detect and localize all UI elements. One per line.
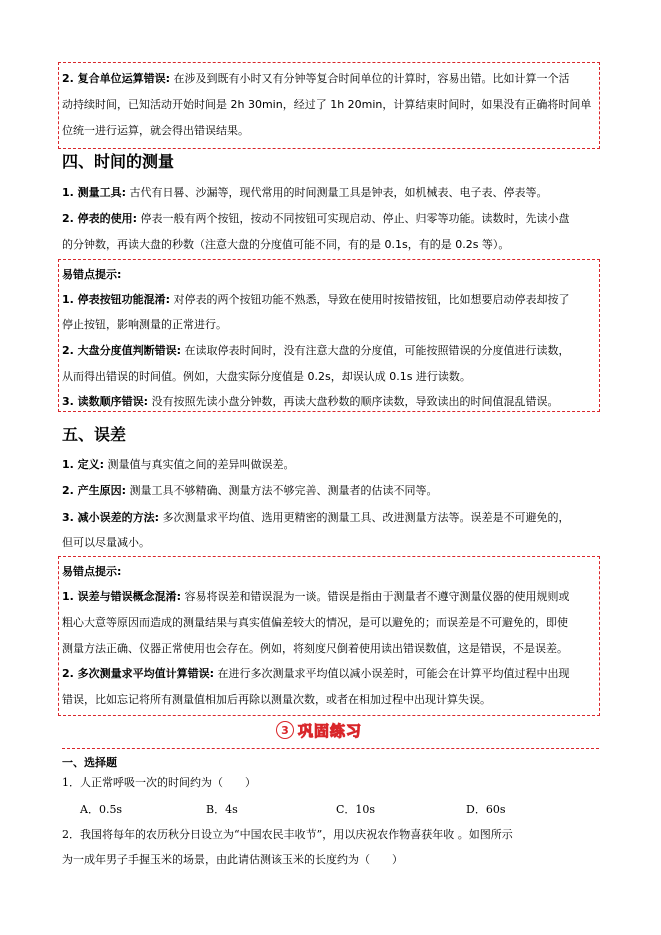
- box2-i3: 3. 读数顺序错误: 没有按照先读小盘分钟数，再读大盘秒数的顺序读数，导致读出的时间值混乱错误。: [62, 395, 559, 408]
- box1-line1: 2. 复合单位运算错误: 在涉及到既有小时又有分钟等复合时间单位的计算时，容易出错。比如计算一个活: [62, 72, 570, 85]
- s5-p3a: 3. 减小误差的方法: 多次测量求平均值、选用更精密的测量工具、改进测量方法等。误差是不可避免的，: [62, 511, 570, 524]
- exercise-section-title: 一、选择题: [62, 756, 117, 769]
- section-title-time-measurement: 四、时间的测量: [62, 152, 175, 171]
- box3-tip-title: 易错点提示:: [62, 565, 122, 578]
- box3-i2b: 错误，比如忘记将所有测量值相加后再除以测量次数，或者在相加过程中出现计算失误。: [62, 693, 491, 706]
- box2-tip-title: 易错点提示:: [62, 268, 122, 281]
- s4-p1: 1. 测量工具: 古代有日晷、沙漏等，现代常用的时间测量工具是钟表，如机械表、电子表、停表等。: [62, 186, 548, 199]
- badge-number: 3: [276, 721, 294, 739]
- box2-i1b: 停止按钮，影响测量的正常进行。: [62, 318, 227, 331]
- box1-line3: 位统一进行运算，就会得出错误结果。: [62, 124, 249, 137]
- box3-i1c: 测量方法正确、仪器正常使用也会存在。例如，将刻度尺倒着使用读出错误数值，这是错误，不是误差。: [62, 642, 568, 655]
- box2-i2b: 从而得出错误的时间值。例如，大盘实际分度值是 0.2s，却误认成 0.1s 进行读数。: [62, 370, 471, 383]
- s4-p2b: 的分钟数，再读大盘的秒数（注意大盘的分度值可能不同，有的是 0.1s，有的是 0.2s 等）。: [62, 238, 510, 251]
- q1-option-d: D．60s: [466, 803, 506, 816]
- box2-i1a: 1. 停表按钮功能混淆: 对停表的两个按钮功能不熟悉，导致在使用时按错按钮，比如想要启动停表却按了: [62, 293, 570, 306]
- question-2a: 2．我国将每年的农历秋分日设立为“中国农民丰收节”，用以庆祝农作物喜获年收 。如图所示: [62, 828, 513, 841]
- box3-i1b: 粗心大意等原因而造成的测量结果与真实值偏差较大的情况，是可以避免的；而误差是不可避免的，即使: [62, 616, 568, 629]
- box2-i2a: 2. 大盘分度值判断错误: 在读取停表时间时，没有注意大盘的分度值，可能按照错误的分度值进行读数，: [62, 344, 570, 357]
- box3-i2a: 2. 多次测量求平均值计算错误: 在进行多次测量求平均值以减小误差时，可能会在计算平均值过程中出现: [62, 667, 570, 680]
- badge-text: 巩固练习: [298, 721, 363, 740]
- box1-line2: 动持续时间，已知活动开始时间是 2h 30min，经过了 1h 20min，计算结束时间时，如果没有正确将时间单: [62, 98, 592, 111]
- question-2b: 为一成年男子手握玉米的场景，由此请估测该玉米的长度约为（ ）: [62, 853, 403, 866]
- q1-option-b: B．4s: [206, 803, 238, 816]
- s5-p2: 2. 产生原因: 测量工具不够精确、测量方法不够完善、测量者的估读不同等。: [62, 484, 438, 497]
- section-divider: [62, 748, 599, 749]
- q1-option-c: C．10s: [336, 803, 376, 816]
- s5-p3b: 但可以尽量减小。: [62, 536, 150, 549]
- box3-i1a: 1. 误差与错误概念混淆: 容易将误差和错误混为一谈。错误是指由于测量者不遵守测量仪器的使用规则或: [62, 590, 570, 603]
- s5-p1: 1. 定义: 测量值与真实值之间的差异叫做误差。: [62, 458, 295, 471]
- practice-badge: [276, 719, 384, 741]
- s4-p2a: 2. 停表的使用: 停表一般有两个按钮，按动不同按钮可实现启动、停止、归零等功能。读数时，先读小盘: [62, 212, 570, 225]
- section-title-error: 五、误差: [62, 425, 127, 444]
- q1-option-a: A．0.5s: [80, 803, 123, 816]
- question-1: 1．人正常呼吸一次的时间约为（ ）: [62, 776, 256, 789]
